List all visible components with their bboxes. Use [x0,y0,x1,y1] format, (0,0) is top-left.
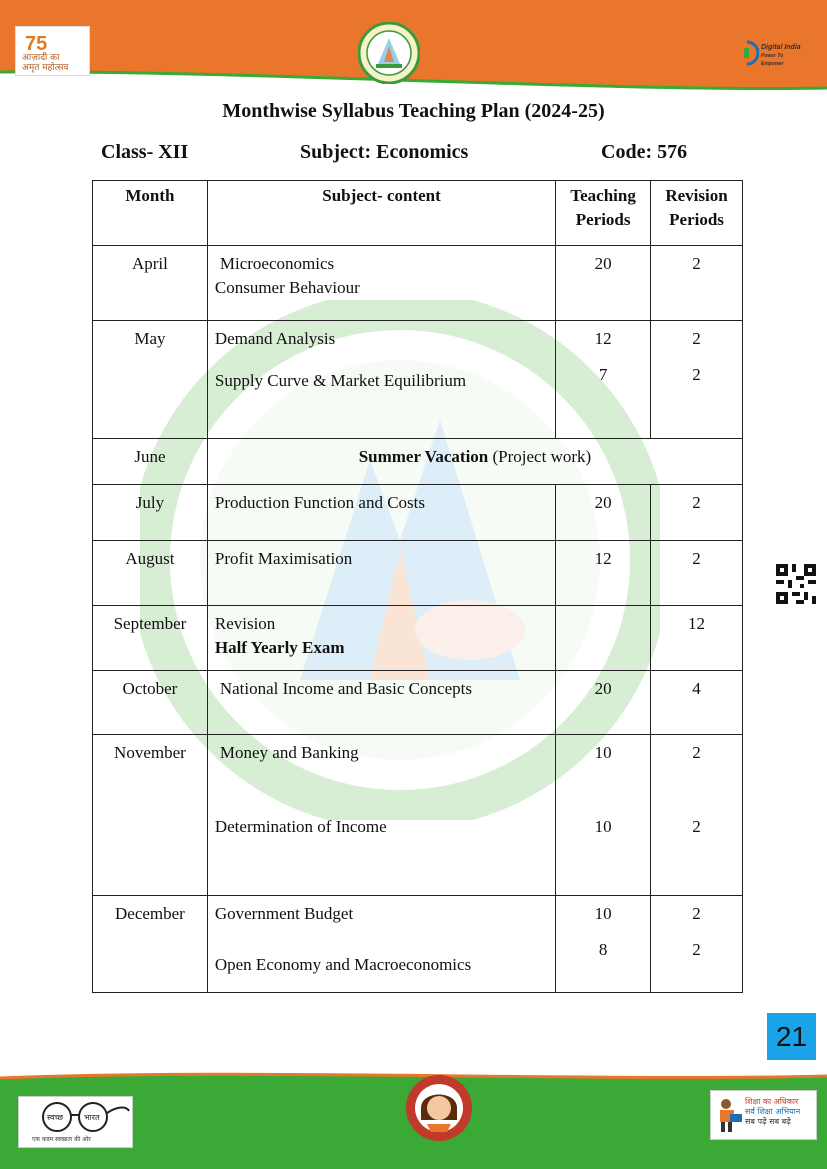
code-label: Code: 576 [601,141,688,163]
content-cell [207,606,555,671]
table-row-april [93,246,743,321]
header-month: Month [93,181,208,246]
month-cell: April [93,246,208,321]
revision-value: 2 [692,940,701,959]
swachh-bharat-logo [18,1096,133,1148]
header-subject-content: Subject- content [207,181,555,246]
teaching-cell [556,896,651,993]
month-cell: July [93,485,208,541]
teaching-cell [556,735,651,896]
header-teaching-periods [556,181,651,246]
teaching-cell: 20 [556,485,651,541]
logo-number: 75 [25,33,48,55]
content-line: Government Budget [214,904,354,923]
content-cell [207,321,555,439]
table-row-december [93,896,743,993]
logo-text-line1: आज़ादी का [22,53,60,63]
digital-india-title: Digital India [761,44,801,51]
teaching-value: 7 [598,365,608,384]
content-line: National Income and Basic Concepts [219,679,472,698]
child-reading-icon [714,1096,744,1136]
vacation-note: (Project work) [488,447,592,466]
teaching-cell [556,321,651,439]
beti-bachao-emblem-icon [405,1074,473,1142]
digital-india-icon [735,40,759,66]
teaching-value: 10 [594,817,612,836]
spectacles-icon [19,1097,134,1137]
logo-text-line2: अमृत महोत्सव [22,63,69,73]
table-row-june [93,439,743,485]
right-to-education-logo [710,1090,817,1140]
azadi-ka-amrit-mahotsav-logo [15,26,90,76]
content-line: Money and Banking [219,743,359,762]
table-header-row [93,181,743,246]
content-line: Consumer Behaviour [214,278,360,297]
header-teaching-line1: Teaching [570,186,636,205]
rte-line3: सब पढ़ें सब बढ़ें [745,1117,791,1126]
swachh-tagline: एक कदम स्वच्छता की ओर [32,1136,91,1143]
teaching-value: 10 [594,904,612,923]
board-emblem-icon [358,22,420,84]
content-cell [207,896,555,993]
rte-line1: शिक्षा का अधिकार [745,1097,799,1106]
swachh-word: स्वच्छ [47,1113,64,1122]
header-revision-periods [651,181,743,246]
content-line: Microeconomics [219,254,335,273]
revision-cell: 12 [651,606,743,671]
vacation-label: Summer Vacation [358,447,489,466]
content-line: Determination of Income [214,817,387,836]
page-title: Monthwise Syllabus Teaching Plan (2024-25) [222,100,605,122]
month-cell: September [93,606,208,671]
content-cell [207,735,555,896]
revision-cell [651,735,743,896]
teaching-cell: 20 [556,246,651,321]
content-cell [207,671,555,735]
table-row-september [93,606,743,671]
teaching-cell [556,606,651,671]
month-cell: November [93,735,208,896]
rte-line2: सर्व शिक्षा अभियान [745,1107,801,1116]
digital-india-tagline: Power To Empower [761,53,784,67]
content-line: Demand Analysis [214,329,336,348]
table-row-may [93,321,743,439]
header-teaching-line2: Periods [575,210,631,229]
month-cell: October [93,671,208,735]
teaching-cell: 20 [556,671,651,735]
revision-cell: 4 [651,671,743,735]
table-row-november [93,735,743,896]
content-cell: Production Function and Costs [207,485,555,541]
revision-cell: 2 [651,246,743,321]
revision-value: 2 [692,329,701,348]
revision-cell [651,896,743,993]
month-cell: May [93,321,208,439]
header-revision-line1: Revision [665,186,728,205]
bharat-word: भारत [84,1113,100,1122]
subject-label: Subject: Economics [300,141,469,163]
vacation-cell [207,439,742,485]
content-cell: Profit Maximisation [207,541,555,606]
content-line: Open Economy and Macroeconomics [214,955,472,974]
content-line-exam: Half Yearly Exam [214,638,345,657]
revision-cell [651,321,743,439]
table-row-october [93,671,743,735]
month-cell: December [93,896,208,993]
revision-cell: 2 [651,541,743,606]
class-label: Class- XII [101,141,189,163]
month-cell: August [93,541,208,606]
header-revision-line2: Periods [669,210,724,229]
revision-value: 2 [692,817,701,836]
table-row-july [93,485,743,541]
syllabus-table [92,180,743,993]
teaching-cell: 12 [556,541,651,606]
digital-india-logo [735,40,805,68]
revision-value: 2 [692,904,701,923]
page-number: 21 [767,1013,816,1060]
revision-cell: 2 [651,485,743,541]
teaching-value: 12 [594,329,612,348]
revision-value: 2 [692,365,701,384]
teaching-value: 8 [598,940,608,959]
content-line: Supply Curve & Market Equilibrium [214,371,467,390]
content-cell [207,246,555,321]
revision-value: 2 [692,743,701,762]
teaching-value: 10 [594,743,612,762]
content-line: Revision [214,614,276,633]
month-cell: June [93,439,208,485]
table-row-august [93,541,743,606]
qr-code-icon [776,564,816,604]
